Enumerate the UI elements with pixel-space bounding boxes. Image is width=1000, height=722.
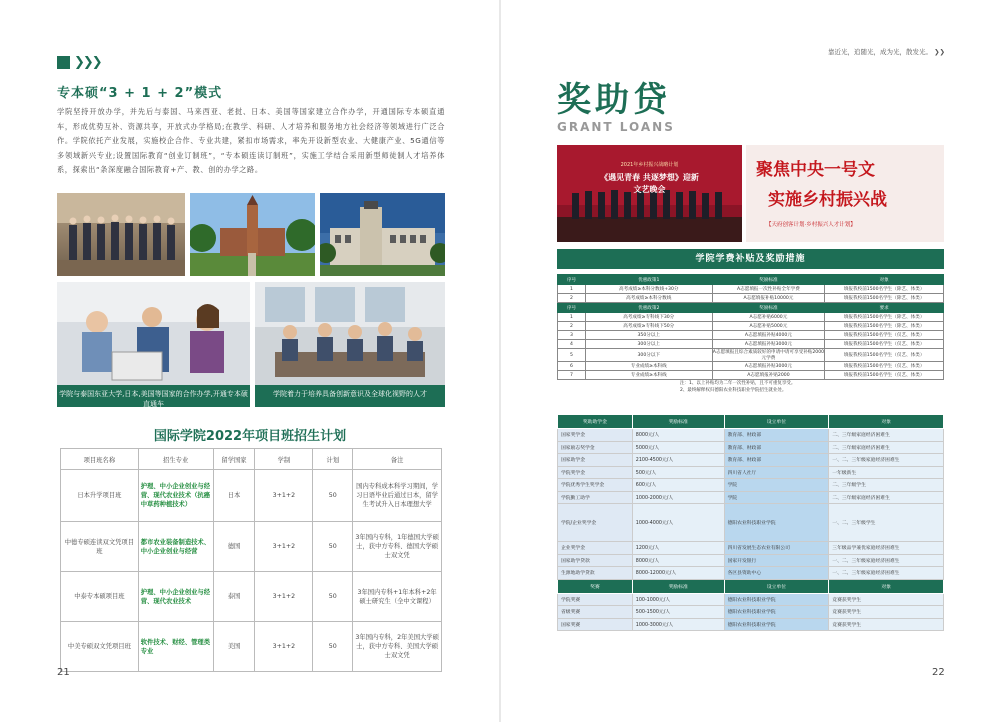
cell: 学院/企业奖学金 xyxy=(558,504,633,542)
page-number-right: 22 xyxy=(932,667,945,678)
project-plan-title: 国际学院2022年项目班招生计划 xyxy=(153,429,347,444)
table-row xyxy=(558,441,944,454)
cell: 1 xyxy=(558,313,586,322)
cell: 3+1+2 xyxy=(255,622,313,672)
cell: 3+1+2 xyxy=(255,572,313,622)
cell: 3年国内专科+1年本科+2年硕士研究生（全中文课程） xyxy=(353,572,442,622)
table-header-row xyxy=(558,303,944,313)
cell: 护理、中小企业创业与经营、现代农业技术 xyxy=(138,572,213,622)
cell: 国内专科成本科学习期间，学习日语毕业后通过日本，留学生考试升入日本理想大学 xyxy=(353,470,442,522)
cell: 8000元/人 xyxy=(632,554,724,567)
photo-rural-poster xyxy=(746,145,944,242)
cell: 一、二、三年级家庭经济困难生 xyxy=(829,454,944,467)
cell: A志愿补贴6000元 xyxy=(712,313,825,322)
triple-chevron-icon: ❯❯❯ xyxy=(74,55,101,70)
photo-students-laptop xyxy=(57,282,250,385)
cell: 德阳农业科技职业学院 xyxy=(724,593,829,606)
caption-talent: 学院着力于培养具备创新意识及全球化视野的人才 xyxy=(255,385,445,407)
col-header: 对象 xyxy=(825,275,944,285)
slogan xyxy=(828,47,945,56)
cell: 300分以下 xyxy=(585,349,712,362)
cell: 竞赛获奖学生 xyxy=(829,618,944,631)
table-row xyxy=(558,606,944,619)
table-row xyxy=(558,371,944,380)
cell: 国家励志奖学金 xyxy=(558,441,633,454)
cell: 都市农业装备制造技术、中小企业创业与经营 xyxy=(138,522,213,572)
cell: 1000-2000元/人 xyxy=(632,491,724,504)
cell: A志愿填报补贴10000元 xyxy=(712,294,825,303)
cell: 各区县资助中心 xyxy=(724,567,829,580)
cell: 填报我校前1500名学生（仅艺、体类） xyxy=(825,340,944,349)
cell: 教育部、财政部 xyxy=(724,429,829,442)
intro-paragraph: 学院坚持开放办学，并先后与泰国、马来西亚、老挝、日本、美国等国家建立合作办学，开通国际专本硕直通车，形成优势互补、资源共享，开放式办学格局;在教学、科研、人才培养和服务地方社会经济等领域进行广泛合作。学院依托产业发展，实施校企合作、专业共建，紧扣市场需求，率先开设新型农业、大健康产业、5G通信等多领域新兴专业;设置国际教育“创业订制班”，“专本硕连读订制班”，实施工学结合采用新型师徒制人才培养体系，探索出“条深度融合国际教育+产、教、创的办学之路。 xyxy=(57,107,445,174)
photo-students-laptop-art xyxy=(57,282,250,385)
cell: 3年国内专科，1年德国大学硕士，获中方专科、德国大学硕士双文凭 xyxy=(353,522,442,572)
cell: 50 xyxy=(313,572,353,622)
table-row xyxy=(558,504,944,542)
cell: 填报我校前1500名学生（仅艺、体类） xyxy=(825,371,944,380)
table-row xyxy=(558,285,944,294)
footnote-line1: 注：1、以上补贴均为二年一次性补贴，且不可重复享受。 xyxy=(680,381,796,386)
cell: 50 xyxy=(313,470,353,522)
cell: 专业成绩≥本科线 xyxy=(585,362,712,371)
table-row xyxy=(61,470,442,522)
col-header: 留学国家 xyxy=(213,449,255,470)
table-header-row xyxy=(558,579,944,593)
cell: A志愿填报且综合素质较好的申请中请可享受补贴2000元学费 xyxy=(712,350,825,361)
col-header: 奖励标准 xyxy=(632,415,724,429)
cell: 二、三年级家庭经济困难生 xyxy=(829,491,944,504)
cell: 国家奖赛 xyxy=(558,618,633,631)
section-title: 专本硕“3 + 1 + 2”模式 xyxy=(57,86,223,101)
cell: 中美专硕双文凭项目班 xyxy=(61,622,139,672)
cell: 德国 xyxy=(213,522,255,572)
subsidy-banner: 学院学费补贴及奖励措施 xyxy=(557,249,944,269)
col-header: 项目班名称 xyxy=(61,449,139,470)
table-header-row xyxy=(61,449,442,470)
cell: 三年级品学兼优家庭经济困难生 xyxy=(829,542,944,555)
table-row xyxy=(558,454,944,467)
col-header: 优惠政策2 xyxy=(585,303,712,313)
cell: 填报我校前1500名学生（除艺、体类） xyxy=(825,313,944,322)
cell: 中泰专本硕项目班 xyxy=(61,572,139,622)
photo-campus-building xyxy=(320,193,445,276)
cell: 50 xyxy=(313,622,353,672)
cell: 填报我校前1500名学生（除艺、体类） xyxy=(825,322,944,331)
cell: 600元/人 xyxy=(632,479,724,492)
project-plan-table xyxy=(60,448,442,672)
table-header-row xyxy=(558,415,944,429)
cell: 省级奖赛 xyxy=(558,606,633,619)
col-header: 对象 xyxy=(829,579,944,593)
cell: A志愿填报补贴3000元 xyxy=(712,362,825,371)
page-title: 奖助贷 xyxy=(557,80,671,120)
table-row xyxy=(558,294,944,303)
cell: 一年级新生 xyxy=(829,466,944,479)
col-header: 优惠政策1 xyxy=(585,275,712,285)
cell: 3年国内专科，2年美国大学硕士，获中方专科、美国大学硕士双文凭 xyxy=(353,622,442,672)
photo-gala-stage xyxy=(557,145,742,242)
cell: 5000元/人 xyxy=(632,441,724,454)
cell: 8000元/人 xyxy=(632,429,724,442)
cell: 100-1000元/人 xyxy=(632,593,724,606)
gala-banner-small: 2021年乡村振兴战略计划 xyxy=(620,162,679,168)
cell: 一、二、三年级家庭经济困难生 xyxy=(829,567,944,580)
cell: 企业奖学金 xyxy=(558,542,633,555)
cell: 德阳农业科技职业学院 xyxy=(724,504,829,542)
cell: 国家奖学金 xyxy=(558,429,633,442)
photo-campus-tower xyxy=(190,193,315,276)
col-header: 备注 xyxy=(353,449,442,470)
slogan-text: 靠近光，追随光，成为光，散发光。 xyxy=(828,48,933,56)
cell: 专业成绩≥本科线 xyxy=(585,371,712,380)
cell: 国家助学金 xyxy=(558,454,633,467)
poster-line3: 【天府创客计划·乡村振兴人才计划】 xyxy=(766,222,856,228)
photo-delegation-art xyxy=(57,193,185,276)
cell: 学院奖学金 xyxy=(558,466,633,479)
cell: 7 xyxy=(558,371,586,380)
cell: 3 xyxy=(558,331,586,340)
cell: 高考成绩≥本科分数线+30分 xyxy=(585,285,712,294)
table-row xyxy=(558,567,944,580)
cell: 填报我校前1500名学生（仅艺、体类） xyxy=(825,331,944,340)
cell: A志愿填报补贴2000 xyxy=(712,371,825,380)
cell: 竞赛获奖学生 xyxy=(829,606,944,619)
section-marker xyxy=(57,55,101,70)
table-row xyxy=(558,331,944,340)
cell: 学院 xyxy=(724,479,829,492)
cell: 竞赛获奖学生 xyxy=(829,593,944,606)
cell: 3+1+2 xyxy=(255,470,313,522)
gala-banner-subtitle: 文艺晚会 xyxy=(633,185,666,194)
table-row xyxy=(61,572,442,622)
table-row xyxy=(558,466,944,479)
cell: 教育部、财政部 xyxy=(724,454,829,467)
cell: 高考成绩≥本科分数线 xyxy=(585,294,712,303)
photo-campus-building-art xyxy=(320,193,445,276)
cell: 四川省人社厅 xyxy=(724,466,829,479)
photo-delegation xyxy=(57,193,185,276)
col-header: 序号 xyxy=(558,275,586,285)
col-header: 对象 xyxy=(829,415,944,429)
photo-students-lounge xyxy=(255,282,445,385)
cell: 3+1+2 xyxy=(255,522,313,572)
cell: 二、三年级家庭经济困难生 xyxy=(829,441,944,454)
cell: 8000-12000元/人 xyxy=(632,567,724,580)
cell: 1200元/人 xyxy=(632,542,724,555)
cell: 4 xyxy=(558,340,586,349)
subsidy-footnote xyxy=(680,381,795,394)
cell: 学院优秀学生奖学金 xyxy=(558,479,633,492)
cell: 300分以上 xyxy=(585,340,712,349)
cell: 高考成绩≥专科线下50分 xyxy=(585,322,712,331)
cell: 泰国 xyxy=(213,572,255,622)
cell: 填报我校前1500名学生（除艺、体类） xyxy=(825,285,944,294)
cell: 5 xyxy=(558,349,586,362)
cell: 生源地助学贷款 xyxy=(558,567,633,580)
cell: 学院奖赛 xyxy=(558,593,633,606)
col-header: 学制 xyxy=(255,449,313,470)
table-row xyxy=(558,618,944,631)
cell: 日本升学项目班 xyxy=(61,470,139,522)
table-row xyxy=(558,349,944,362)
caption-cooperation: 学院与泰国东亚大学,日本,美国等国家的合作办学,开通专本硕直通车 xyxy=(57,385,250,407)
cell: 填报我校前1500名学生（仅艺、体类） xyxy=(825,362,944,371)
cell: 1000-4000元/人 xyxy=(632,504,724,542)
col-header: 招生专业 xyxy=(138,449,213,470)
cell: 50 xyxy=(313,522,353,572)
table-row xyxy=(558,362,944,371)
cell: A志愿填报一次性补贴全年学费 xyxy=(712,285,825,294)
cell: 学院 xyxy=(724,491,829,504)
col-header: 奖励标准 xyxy=(712,303,825,313)
col-header: 计划 xyxy=(313,449,353,470)
cell: 500元/人 xyxy=(632,466,724,479)
table-row xyxy=(558,479,944,492)
cell: 6 xyxy=(558,362,586,371)
square-marker-icon xyxy=(57,56,70,69)
table-row xyxy=(558,322,944,331)
aid-table xyxy=(557,414,944,631)
cell: 日本 xyxy=(213,470,255,522)
cell: 350分以上 xyxy=(585,331,712,340)
table-row xyxy=(61,522,442,572)
cell: 2 xyxy=(558,294,586,303)
table-row xyxy=(558,429,944,442)
table-row xyxy=(61,622,442,672)
page-subtitle: GRANT LOANS xyxy=(557,120,675,134)
cell: 1 xyxy=(558,285,586,294)
col-header: 要求 xyxy=(825,303,944,313)
col-header: 奖励标准 xyxy=(632,579,724,593)
poster-line2: 实施乡村振兴战 xyxy=(768,190,887,210)
cell: 德阳农业科技职业学院 xyxy=(724,618,829,631)
double-chevron-icon: ❯❯ xyxy=(934,48,945,56)
cell: A志愿填报补贴3000元 xyxy=(712,340,825,349)
cell: 2 xyxy=(558,322,586,331)
col-header: 奖赛 xyxy=(558,579,633,593)
table-row xyxy=(558,554,944,567)
footnote-line2: 2、最终解释权归德阳农业科技职业学院招生就业处。 xyxy=(680,387,787,393)
cell: 高考成绩≥专科线下30分 xyxy=(585,313,712,322)
cell: 德阳农业科技职业学院 xyxy=(724,606,829,619)
subsidy-table xyxy=(557,274,944,380)
cell: 教育部、财政部 xyxy=(724,441,829,454)
cell: 软件技术、财经、管理类专业 xyxy=(138,622,213,672)
photo-students-lounge-art xyxy=(255,282,445,385)
cell: A志愿补贴5000元 xyxy=(712,322,825,331)
cell: 护理、中小企业创业与经营、现代农业技术（抗癌中草药种植技术） xyxy=(138,470,213,522)
table-row xyxy=(558,491,944,504)
photo-campus-tower-art xyxy=(190,193,315,276)
table-row xyxy=(558,542,944,555)
table-header-row xyxy=(558,275,944,285)
cell: 国家助学贷款 xyxy=(558,554,633,567)
col-header: 设立单位 xyxy=(724,415,829,429)
cell: 填报我校前1500名学生（仅艺、体类） xyxy=(825,349,944,362)
cell: 四川省发展生态农业有限公司 xyxy=(724,542,829,555)
cell: 中德专硕连读双文凭项目班 xyxy=(61,522,139,572)
cell: 一、二、三年级学生 xyxy=(829,504,944,542)
cell: 1000-3000元/人 xyxy=(632,618,724,631)
cell: 美国 xyxy=(213,622,255,672)
cell: 二、三年级家庭经济困难生 xyxy=(829,429,944,442)
gala-banner-title: 《遇见青春 共逐梦想》迎新 xyxy=(600,173,699,182)
table-row xyxy=(558,313,944,322)
cell: 2100-4500元/人 xyxy=(632,454,724,467)
page-number-left: 21 xyxy=(57,667,70,678)
table-row xyxy=(558,593,944,606)
col-header: 奖励标准 xyxy=(712,275,825,285)
cell: 填报我校前1500名学生（除艺、体类） xyxy=(825,294,944,303)
poster-line1: 聚焦中央一号文 xyxy=(756,160,875,180)
cell: 国家开发银行 xyxy=(724,554,829,567)
col-header: 序号 xyxy=(558,303,586,313)
col-header: 奖助助学金 xyxy=(558,415,633,429)
cell: 一、二、三年级家庭经济困难生 xyxy=(829,554,944,567)
cell: 500-1500元/人 xyxy=(632,606,724,619)
col-header: 设立单位 xyxy=(724,579,829,593)
cell: A志愿填报补贴4000元 xyxy=(712,331,825,340)
table-row xyxy=(558,340,944,349)
cell: 二、三年级学生 xyxy=(829,479,944,492)
cell: 学院勤工助学 xyxy=(558,491,633,504)
